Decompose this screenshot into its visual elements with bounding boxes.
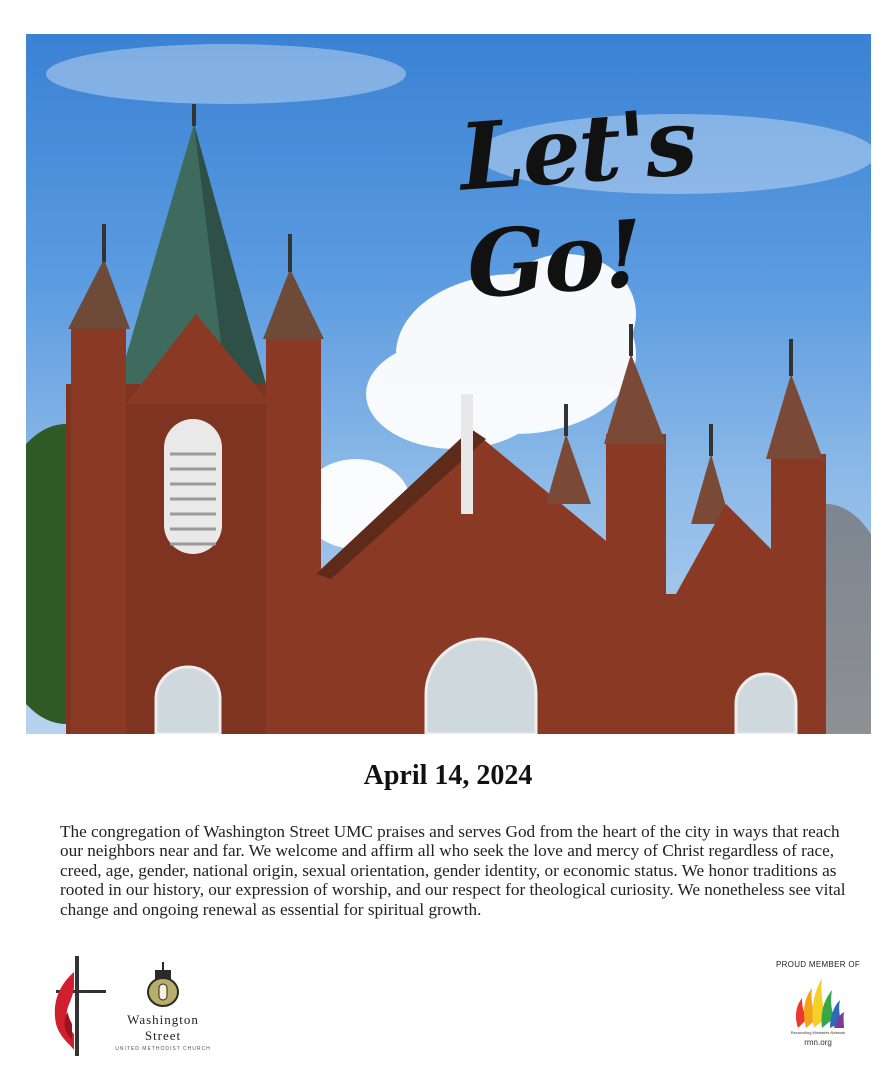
mission-statement: The congregation of Washington Street UMC praises and serves God from the heart of the city in ways that reach our neighbors near and far. We welcome and affirm all who seek the love and mercy of Christ regardless of race, creed, age, gender, national origin, sexual orientation, gender identity, or economic status. We honor traditions as rooted in our history, our expression of worship, and our respect for theological curiosity. We nonetheless see vital change and ongoing renewal as essential for spiritual growth.: [60, 822, 846, 919]
cross-and-flame-logo: [46, 952, 110, 1060]
rmn-badge: [770, 960, 866, 1060]
rmn-url: rmn.org: [804, 1038, 832, 1047]
headline: Let's Go!: [456, 87, 699, 320]
washington-street-logo: [108, 960, 218, 1056]
hero-photo: [26, 34, 871, 734]
logo-line-3: UNITED METHODIST CHURCH: [115, 1046, 211, 1052]
rmn-flame-icon: [790, 972, 846, 1030]
rmn-subtitle: Reconciling Ministries Network: [790, 1030, 846, 1035]
proud-member-label: PROUD MEMBER OF: [775, 960, 861, 969]
logo-line-2: Street: [144, 1028, 182, 1043]
logo-line-1: Washington: [127, 1012, 199, 1027]
event-date: April 14, 2024: [363, 760, 533, 791]
church-tower-icon: [108, 960, 218, 1010]
